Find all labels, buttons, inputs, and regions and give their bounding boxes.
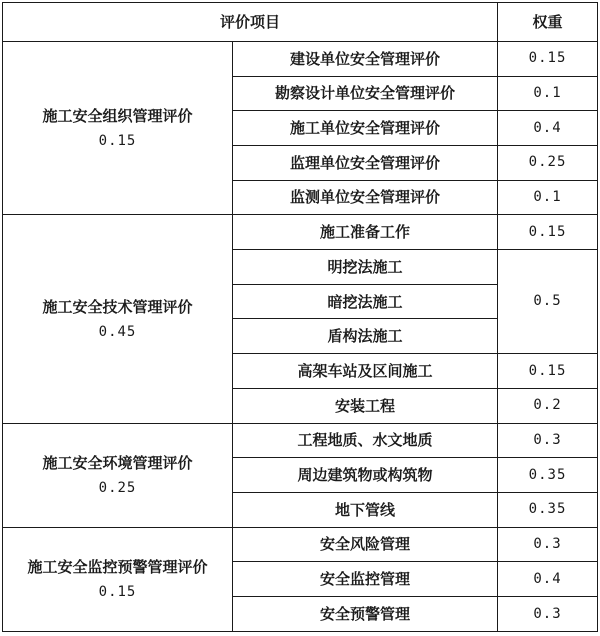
item-name: 周边建筑物或构筑物 [233,458,498,493]
category-weight: 0.15 [98,583,137,600]
item-weight: 0.15 [498,215,598,250]
item-weight: 0.2 [498,388,598,423]
item-name: 高架车站及区间施工 [233,354,498,389]
item-name: 地下管线 [233,492,498,527]
item-weight: 0.4 [498,562,598,597]
category-name: 施工安全技术管理评价 [42,297,193,316]
category-cell [3,423,233,527]
item-weight: 0.3 [498,527,598,562]
item-weight: 0.15 [498,354,598,389]
category-weight: 0.25 [98,479,137,496]
item-name: 安全监控管理 [233,562,498,597]
item-name: 勘察设计单位安全管理评价 [233,76,498,111]
table-row [3,41,598,76]
category-cell [3,215,233,423]
category-weight: 0.45 [98,323,137,340]
table-row [3,527,598,562]
item-weight: 0.4 [498,111,598,146]
item-weight: 0.3 [498,597,598,632]
header-row [3,3,598,42]
item-weight: 0.1 [498,180,598,215]
category-cell [3,41,233,215]
item-name: 明挖法施工 [233,250,498,285]
item-weight: 0.15 [498,41,598,76]
category-name: 施工安全环境管理评价 [42,453,193,472]
item-weight: 0.35 [498,492,598,527]
item-name: 安全风险管理 [233,527,498,562]
item-name: 施工准备工作 [233,215,498,250]
item-name: 监测单位安全管理评价 [233,180,498,215]
item-weight: 0.5 [498,250,598,354]
item-name: 暗挖法施工 [233,284,498,319]
item-name: 施工单位安全管理评价 [233,111,498,146]
item-name: 盾构法施工 [233,319,498,354]
table-row [3,423,598,458]
item-name: 建设单位安全管理评价 [233,41,498,76]
category-cell [3,527,233,631]
item-name: 安装工程 [233,388,498,423]
header-project: 评价项目 [3,3,498,42]
header-weight: 权重 [498,3,598,42]
category-name: 施工安全组织管理评价 [42,106,193,125]
table-row [3,215,598,250]
evaluation-weight-table [2,2,598,632]
item-weight: 0.3 [498,423,598,458]
item-name: 安全预警管理 [233,597,498,632]
item-name: 工程地质、水文地质 [233,423,498,458]
category-weight: 0.15 [98,132,137,149]
item-weight: 0.35 [498,458,598,493]
category-name: 施工安全监控预警管理评价 [27,557,208,576]
item-weight: 0.1 [498,76,598,111]
item-name: 监理单位安全管理评价 [233,145,498,180]
item-weight: 0.25 [498,145,598,180]
